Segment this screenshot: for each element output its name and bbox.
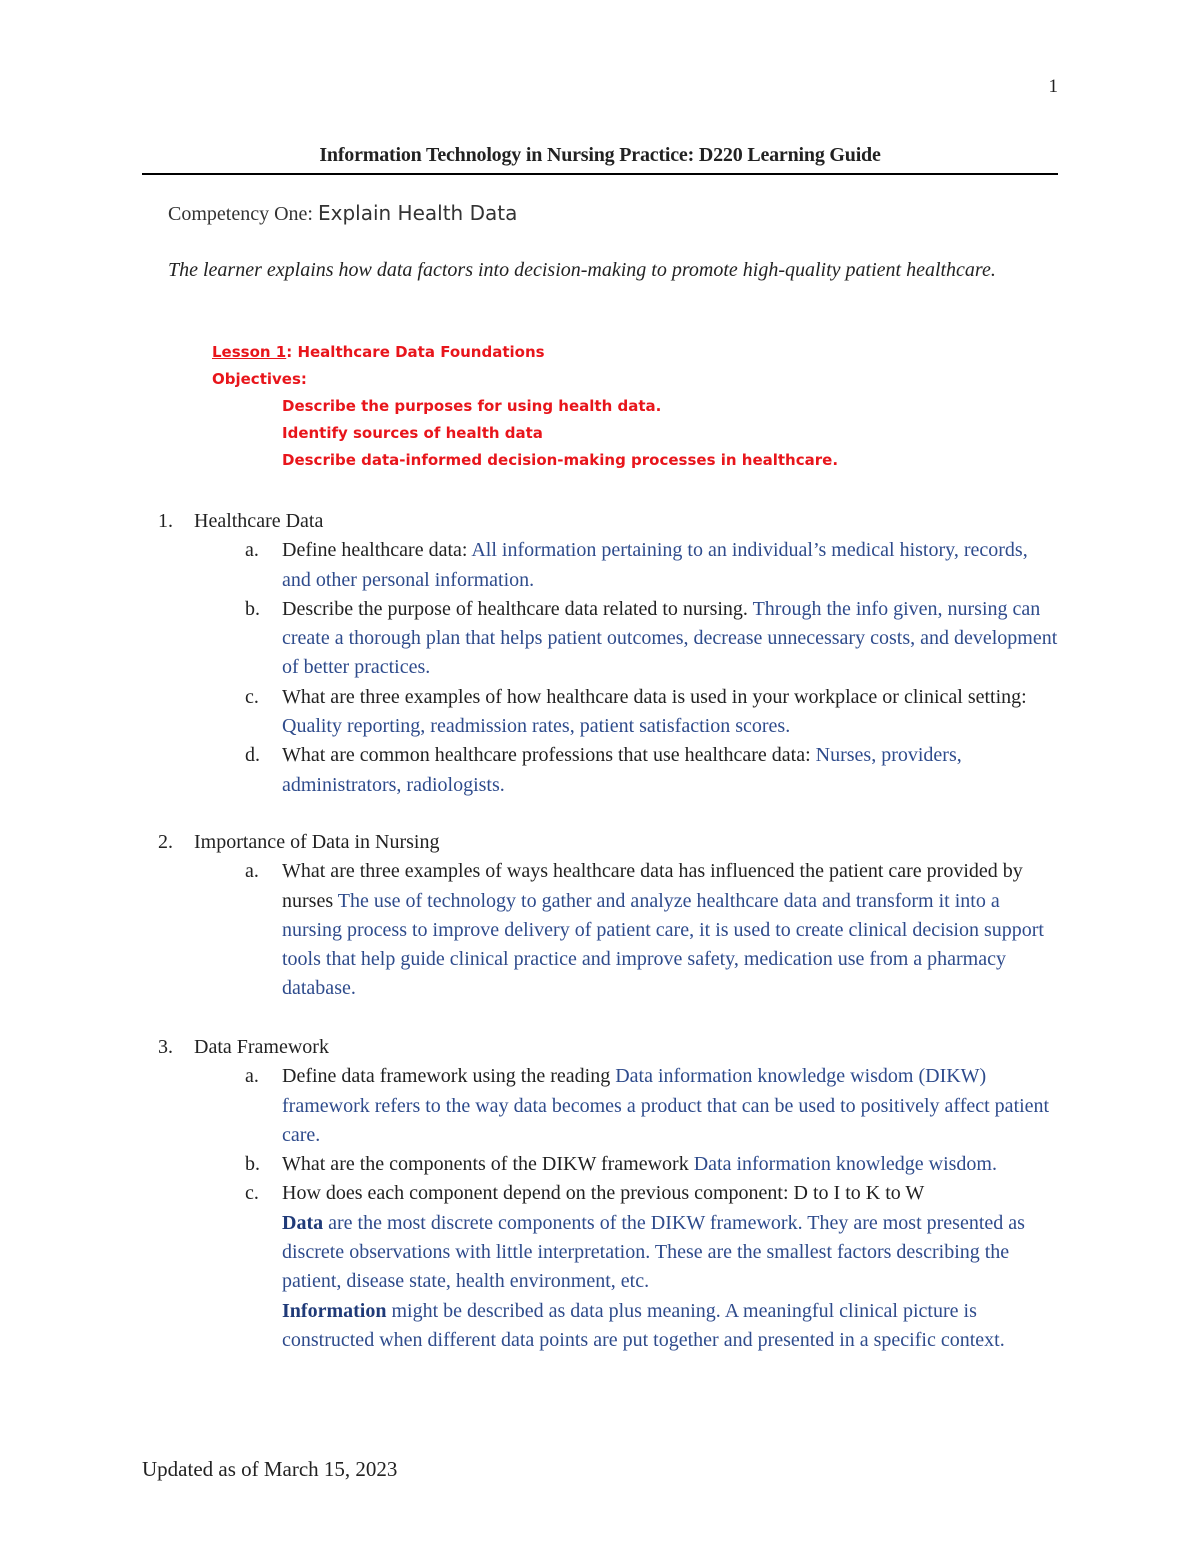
detail-text: are the most discrete components of the DIKW framework. They are most presented as discrete observations with little interpretation. These are the smallest factors describing the patient, disease state, health environment, etc.	[282, 1211, 1025, 1293]
objectives-label: Objectives:	[212, 370, 307, 388]
item-answer: Through the info given, nursing can create a thorough plan that helps patient outcomes, decrease unnecessary costs, and development of better practices.	[282, 597, 1058, 679]
item-question: Define healthcare data:	[282, 539, 472, 562]
item-question: What are common healthcare professions that use healthcare data:	[282, 744, 816, 767]
competency-heading	[168, 201, 517, 226]
item-question: How does each component depend on the previous component: D to I to K to W	[282, 1182, 925, 1205]
document-title: Information Technology in Nursing Practice: D220 Learning Guide	[142, 144, 1058, 175]
item-question: Describe the purpose of healthcare data related to nursing.	[282, 597, 753, 620]
competency-label: Competency One:	[168, 203, 313, 225]
objective-item: Identify sources of health data	[282, 424, 543, 442]
section-1	[158, 507, 1058, 800]
item-answer: Data information knowledge wisdom (DIKW) framework refers to the way data becomes a product that can be used to positively affect patient care.	[282, 1065, 1050, 1146]
lesson-block	[212, 339, 838, 474]
objective-item: Describe the purposes for using health data.	[282, 397, 662, 415]
item-question: What are three examples of how healthcare data is used in your workplace or clinical setting:	[282, 685, 1027, 708]
list-item	[245, 857, 1058, 1003]
item-letter: d.	[245, 744, 260, 767]
lesson-label: Lesson 1	[212, 343, 287, 361]
item-question: What are three examples of ways healthcare data has influenced the patient care provided by nurses	[282, 860, 1023, 912]
item-answer: Nurses, providers, administrators, radiologists.	[282, 744, 962, 796]
item-answer: Data information knowledge wisdom.	[693, 1153, 997, 1176]
lesson-heading	[212, 339, 838, 366]
item-letter: a.	[245, 539, 259, 562]
detail-term: Data	[282, 1211, 324, 1234]
section-title: Healthcare Data	[194, 510, 324, 532]
section-title: Data Framework	[194, 1036, 329, 1058]
page-number: 1	[1048, 76, 1058, 97]
detail-term: Information	[282, 1299, 387, 1322]
item-question: Define data framework using the reading	[282, 1065, 616, 1088]
section-number: 3.	[158, 1036, 173, 1058]
dikw-data-detail	[282, 1209, 1058, 1297]
list-item	[245, 595, 1058, 683]
item-answer: All information pertaining to an individual’s medical history, records, and other personal information.	[282, 539, 1028, 591]
section-title: Importance of Data in Nursing	[194, 831, 440, 853]
section-number: 1.	[158, 510, 173, 532]
list-item	[245, 1179, 1058, 1355]
item-question: What are the components of the DIKW framework	[282, 1153, 694, 1176]
item-letter: b.	[245, 1153, 260, 1176]
item-answer: Quality reporting, readmission rates, patient satisfaction scores.	[282, 715, 791, 738]
section-2	[158, 828, 1058, 1004]
dikw-information-detail	[282, 1297, 1058, 1356]
item-letter: c.	[245, 1182, 259, 1205]
competency-name: Explain Health Data	[317, 201, 518, 225]
footer-updated-date: Updated as of March 15, 2023	[142, 1457, 398, 1481]
section-3	[158, 1033, 1058, 1355]
list-item	[245, 536, 1058, 595]
item-letter: c.	[245, 685, 259, 708]
item-letter: a.	[245, 860, 259, 883]
list-item	[245, 741, 1058, 800]
list-item	[245, 683, 1058, 742]
list-item	[245, 1062, 1058, 1150]
objective-item: Describe data-informed decision-making processes in healthcare.	[282, 451, 839, 469]
section-number: 2.	[158, 831, 173, 853]
item-answer: The use of technology to gather and analyze healthcare data and transform it into a nursing process to improve delivery of patient care, it is used to create clinical decision support tools that help guide clinical practice and improve safety, medication use from a pharmacy database.	[282, 889, 1044, 1000]
objectives-list	[212, 393, 838, 474]
detail-text: might be described as data plus meaning. A meaningful clinical picture is constructed when different data points are put together and presented in a specific context.	[282, 1299, 1005, 1351]
item-letter: a.	[245, 1065, 259, 1088]
list-item	[245, 1150, 1058, 1179]
learner-statement: The learner explains how data factors into decision-making to promote high-quality patient healthcare.	[168, 259, 996, 281]
lesson-title: : Healthcare Data Foundations	[286, 343, 545, 361]
item-letter: b.	[245, 597, 260, 620]
